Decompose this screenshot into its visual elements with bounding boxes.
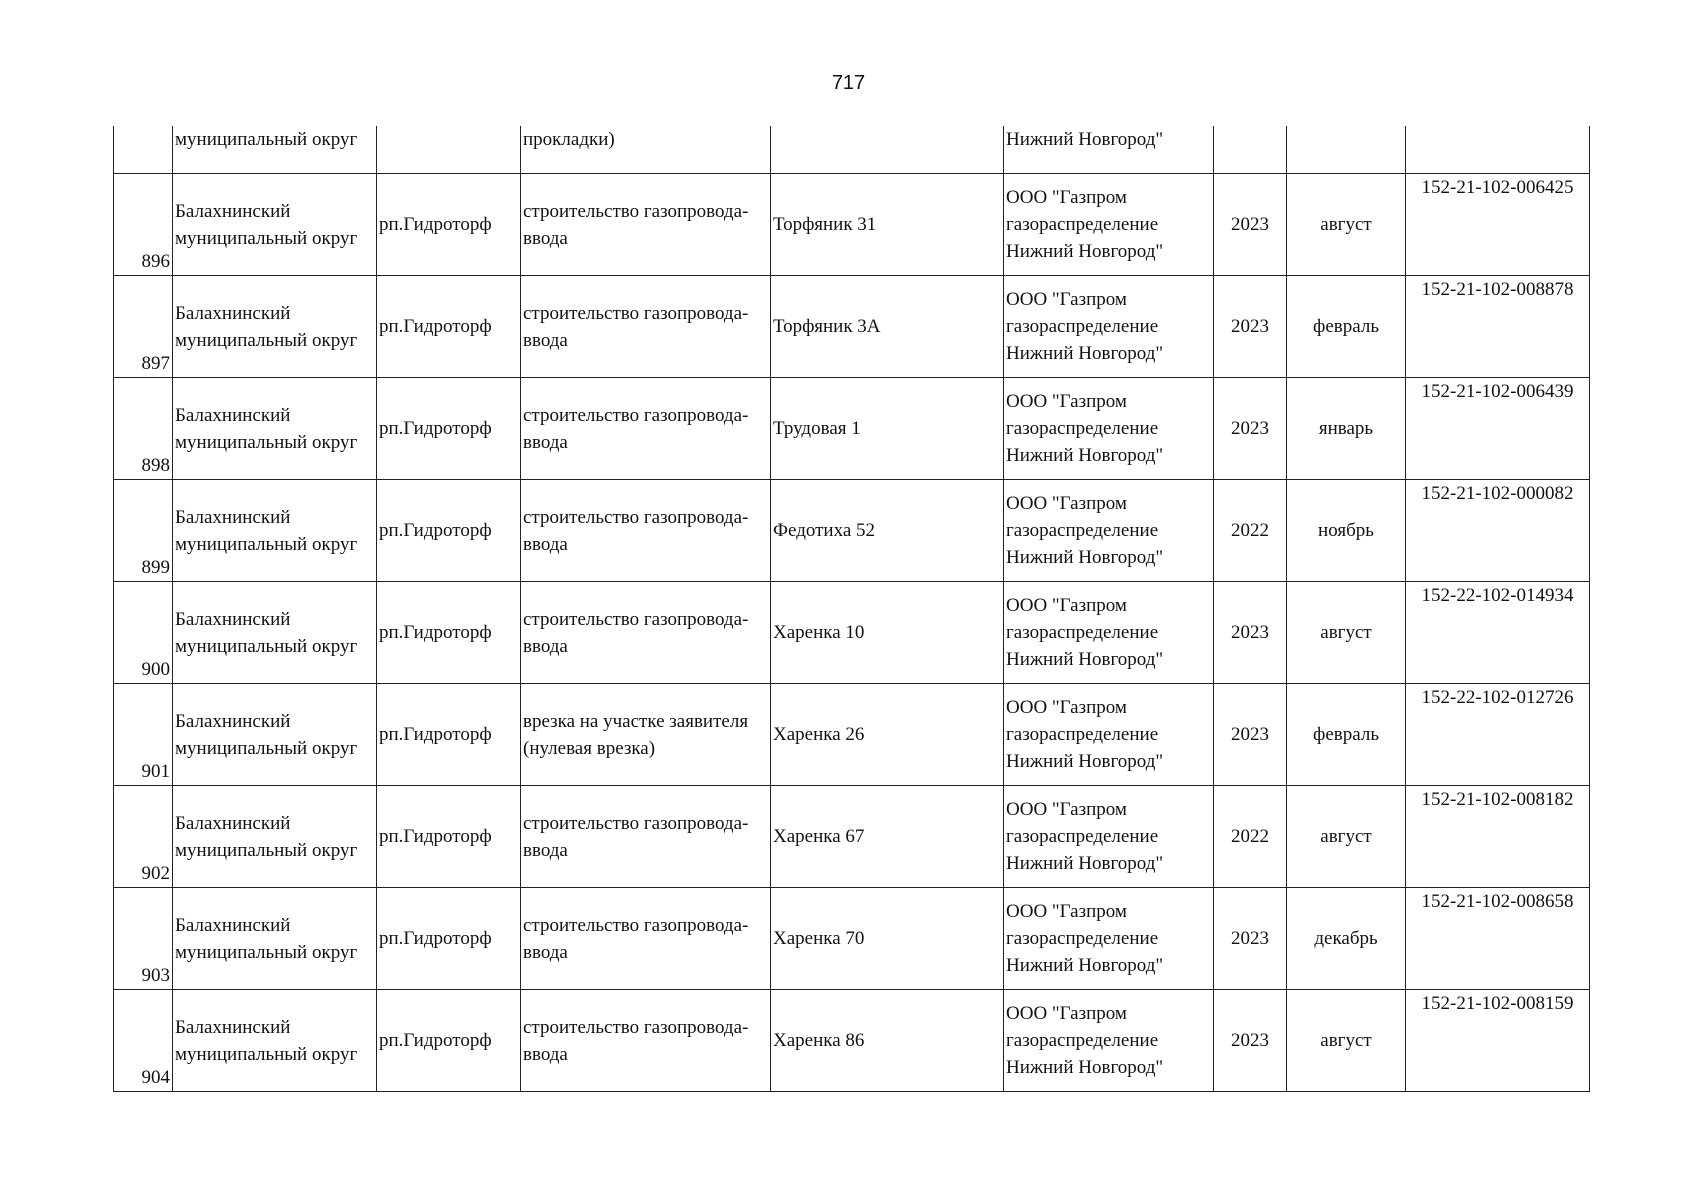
cell-text: ввода: [523, 431, 568, 453]
cell-text: ООО "Газпром: [1006, 697, 1127, 718]
cell-num: [114, 126, 173, 174]
cell-settlement: [377, 786, 521, 888]
cell-text: Нижний Новгород": [1006, 241, 1164, 262]
cell-org: [1004, 480, 1214, 582]
cell-text: строительство газопровода-: [523, 914, 749, 936]
cell-text: 900: [141, 659, 170, 680]
cell-month: [1287, 276, 1406, 378]
cell-text: газораспределение: [1006, 928, 1159, 949]
cell-text: 902: [141, 863, 170, 884]
cell-district: [173, 126, 377, 174]
table-row: [114, 480, 1590, 582]
cell-text: 152-21-102-006425: [1421, 177, 1574, 198]
cell-district: [173, 276, 377, 378]
cell-text: Балахнинский: [175, 914, 291, 936]
cell-text: строительство газопровода-: [523, 302, 749, 324]
cell-text: Нижний Новгород": [1006, 445, 1164, 466]
cell-settlement: [377, 126, 521, 174]
cell-address: [771, 126, 1004, 174]
page-number: 717: [831, 72, 866, 94]
cell-text: 152-21-102-008658: [1421, 891, 1574, 912]
table-row: [114, 888, 1590, 990]
cell-settlement: [377, 582, 521, 684]
cell-month: [1287, 480, 1406, 582]
cell-text: рп.Гидроторф: [379, 316, 492, 337]
cell-code: [1406, 684, 1590, 786]
cell-text: муниципальный округ: [175, 533, 358, 555]
cell-text: прокладки): [523, 129, 615, 150]
cell-text: 152-22-102-014934: [1421, 585, 1574, 606]
cell-text: Нижний Новгород": [1006, 129, 1164, 150]
cell-text: ООО "Газпром: [1006, 391, 1127, 412]
cell-code: [1406, 480, 1590, 582]
cell-text: (нулевая врезка): [523, 737, 656, 759]
cell-text: 896: [141, 251, 170, 272]
cell-text: газораспределение: [1006, 622, 1159, 643]
cell-text: муниципальный округ: [175, 329, 358, 351]
cell-settlement: [377, 888, 521, 990]
cell-text: 903: [141, 965, 170, 986]
cell-text: муниципальный округ: [175, 227, 358, 249]
cell-text: строительство газопровода-: [523, 812, 749, 834]
cell-org: [1004, 990, 1214, 1092]
cell-text: Торфяник 31: [773, 214, 877, 235]
cell-text: декабрь: [1314, 928, 1378, 949]
cell-text: февраль: [1313, 316, 1379, 337]
table-row: [114, 786, 1590, 888]
cell-text: Нижний Новгород": [1006, 751, 1164, 772]
cell-text: ООО "Газпром: [1006, 799, 1127, 820]
cell-text: Нижний Новгород": [1006, 649, 1164, 670]
cell-text: Балахнинский: [175, 404, 291, 426]
cell-text: Балахнинский: [175, 302, 291, 324]
cell-org: [1004, 786, 1214, 888]
cell-text: Харенка 26: [773, 724, 865, 745]
cell-text: 2023: [1231, 724, 1269, 745]
cell-month: [1287, 684, 1406, 786]
cell-org: [1004, 684, 1214, 786]
cell-text: 899: [141, 557, 170, 578]
row-number: [114, 684, 173, 786]
cell-text: ввода: [523, 941, 568, 963]
cell-settlement: [377, 378, 521, 480]
cell-text: 152-21-102-008159: [1421, 993, 1574, 1014]
cell-text: строительство газопровода-: [523, 506, 749, 528]
cell-year: [1214, 990, 1287, 1092]
cell-text: рп.Гидроторф: [379, 928, 492, 949]
cell-year: [1214, 480, 1287, 582]
cell-text: муниципальный округ: [175, 737, 358, 759]
cell-address: [771, 990, 1004, 1092]
cell-kind: [521, 480, 771, 582]
cell-text: 901: [141, 761, 170, 782]
cell-text: газораспределение: [1006, 316, 1159, 337]
table-row: [114, 990, 1590, 1092]
cell-text: муниципальный округ: [175, 129, 358, 150]
cell-text: муниципальный округ: [175, 941, 358, 963]
cell-text: ООО "Газпром: [1006, 289, 1127, 310]
cell-text: ввода: [523, 227, 568, 249]
cell-kind: [521, 126, 771, 174]
row-number: [114, 276, 173, 378]
cell-address: [771, 684, 1004, 786]
cell-text: муниципальный округ: [175, 431, 358, 453]
cell-text: 898: [141, 455, 170, 476]
table-row: [114, 174, 1590, 276]
cell-text: 2023: [1231, 928, 1269, 949]
cell-settlement: [377, 684, 521, 786]
row-number: [114, 174, 173, 276]
cell-settlement: [377, 480, 521, 582]
cell-kind: [521, 276, 771, 378]
cell-text: Харенка 67: [773, 826, 865, 847]
cell-year: [1214, 582, 1287, 684]
cell-text: 2023: [1231, 316, 1269, 337]
cell-text: рп.Гидроторф: [379, 724, 492, 745]
cell-address: [771, 276, 1004, 378]
cell-year: [1214, 276, 1287, 378]
cell-text: ввода: [523, 1043, 568, 1065]
cell-address: [771, 480, 1004, 582]
cell-district: [173, 786, 377, 888]
cell-org: [1004, 582, 1214, 684]
cell-text: Балахнинский: [175, 608, 291, 630]
cell-year: [1214, 684, 1287, 786]
cell-text: 152-21-102-008878: [1421, 279, 1574, 300]
cell-month: [1287, 888, 1406, 990]
cell-text: август: [1320, 214, 1372, 235]
cell-text: Балахнинский: [175, 812, 291, 834]
row-number: [114, 990, 173, 1092]
cell-code: [1406, 786, 1590, 888]
cell-org: [1004, 276, 1214, 378]
cell-code: [1406, 378, 1590, 480]
cell-district: [173, 684, 377, 786]
cell-text: август: [1320, 1030, 1372, 1051]
cell-code: [1406, 126, 1590, 174]
cell-kind: [521, 582, 771, 684]
cell-org: [1004, 378, 1214, 480]
cell-text: ввода: [523, 533, 568, 555]
cell-address: [771, 378, 1004, 480]
cell-text: август: [1320, 826, 1372, 847]
row-number: [114, 786, 173, 888]
cell-text: ввода: [523, 635, 568, 657]
cell-text: Балахнинский: [175, 200, 291, 222]
cell-text: 2023: [1231, 622, 1269, 643]
cell-district: [173, 480, 377, 582]
cell-text: строительство газопровода-: [523, 1016, 749, 1038]
cell-kind: [521, 888, 771, 990]
cell-kind: [521, 786, 771, 888]
cell-year: [1214, 126, 1287, 174]
cell-address: [771, 174, 1004, 276]
cell-text: Нижний Новгород": [1006, 955, 1164, 976]
cell-text: Нижний Новгород": [1006, 1057, 1164, 1078]
cell-text: 897: [141, 353, 170, 374]
cell-text: 152-22-102-012726: [1421, 687, 1574, 708]
cell-kind: [521, 174, 771, 276]
cell-text: 2023: [1231, 418, 1269, 439]
cell-text: газораспределение: [1006, 1030, 1159, 1051]
cell-address: [771, 786, 1004, 888]
cell-text: август: [1320, 622, 1372, 643]
cell-district: [173, 888, 377, 990]
table-row: [114, 582, 1590, 684]
cell-text: газораспределение: [1006, 418, 1159, 439]
cell-district: [173, 582, 377, 684]
cell-address: [771, 582, 1004, 684]
cell-text: 2022: [1231, 520, 1269, 541]
cell-text: ООО "Газпром: [1006, 1003, 1127, 1024]
cell-text: Нижний Новгород": [1006, 547, 1164, 568]
cell-text: Торфяник 3А: [773, 316, 881, 337]
cell-text: Харенка 70: [773, 928, 865, 949]
cell-org: [1004, 174, 1214, 276]
cell-code: [1406, 174, 1590, 276]
cell-text: январь: [1318, 418, 1374, 439]
cell-month: [1287, 582, 1406, 684]
cell-code: [1406, 888, 1590, 990]
cell-org: [1004, 126, 1214, 174]
cell-text: Харенка 10: [773, 622, 865, 643]
cell-address: [771, 888, 1004, 990]
cell-text: ввода: [523, 329, 568, 351]
cell-text: рп.Гидроторф: [379, 1030, 492, 1051]
cell-text: Нижний Новгород": [1006, 853, 1164, 874]
cell-text: ООО "Газпром: [1006, 187, 1127, 208]
cell-text: 2022: [1231, 826, 1269, 847]
cell-kind: [521, 378, 771, 480]
table-row: [114, 378, 1590, 480]
cell-text: газораспределение: [1006, 520, 1159, 541]
cell-district: [173, 378, 377, 480]
cell-text: врезка на участке заявителя: [523, 710, 749, 732]
cell-text: ноябрь: [1318, 520, 1374, 541]
cell-text: 152-21-102-008182: [1421, 789, 1574, 810]
cell-settlement: [377, 990, 521, 1092]
cell-text: 904: [141, 1067, 170, 1088]
row-number: [114, 582, 173, 684]
cell-text: муниципальный округ: [175, 1043, 358, 1065]
cell-text: газораспределение: [1006, 724, 1159, 745]
cell-settlement: [377, 276, 521, 378]
cell-text: строительство газопровода-: [523, 608, 749, 630]
row-number: [114, 888, 173, 990]
cell-text: муниципальный округ: [175, 635, 358, 657]
cell-month: [1287, 990, 1406, 1092]
cell-district: [173, 990, 377, 1092]
cell-text: газораспределение: [1006, 826, 1159, 847]
cell-text: ООО "Газпром: [1006, 493, 1127, 514]
cell-year: [1214, 174, 1287, 276]
cell-text: ООО "Газпром: [1006, 595, 1127, 616]
cell-text: Балахнинский: [175, 506, 291, 528]
cell-month: [1287, 378, 1406, 480]
cell-text: газораспределение: [1006, 214, 1159, 235]
cell-text: 2023: [1231, 214, 1269, 235]
row-number: [114, 480, 173, 582]
cell-year: [1214, 378, 1287, 480]
cell-text: рп.Гидроторф: [379, 826, 492, 847]
cell-settlement: [377, 174, 521, 276]
cell-text: 2023: [1231, 1030, 1269, 1051]
row-number: [114, 378, 173, 480]
cell-text: февраль: [1313, 724, 1379, 745]
cell-code: [1406, 582, 1590, 684]
continuation-row: [114, 126, 1590, 174]
cell-text: Харенка 86: [773, 1030, 865, 1051]
cell-org: [1004, 888, 1214, 990]
cell-text: Балахнинский: [175, 1016, 291, 1038]
cell-month: [1287, 174, 1406, 276]
cell-text: Нижний Новгород": [1006, 343, 1164, 364]
cell-year: [1214, 888, 1287, 990]
cell-code: [1406, 990, 1590, 1092]
cell-month: [1287, 126, 1406, 174]
cell-text: рп.Гидроторф: [379, 520, 492, 541]
cell-text: Трудовая 1: [773, 418, 861, 439]
table-row: [114, 684, 1590, 786]
cell-month: [1287, 786, 1406, 888]
table-row: [114, 276, 1590, 378]
cell-text: рп.Гидроторф: [379, 418, 492, 439]
cell-text: рп.Гидроторф: [379, 622, 492, 643]
cell-year: [1214, 786, 1287, 888]
cell-text: муниципальный округ: [175, 839, 358, 861]
cell-text: строительство газопровода-: [523, 200, 749, 222]
cell-kind: [521, 990, 771, 1092]
gasification-table: [113, 126, 1590, 1092]
cell-text: строительство газопровода-: [523, 404, 749, 426]
cell-text: ООО "Газпром: [1006, 901, 1127, 922]
cell-kind: [521, 684, 771, 786]
cell-code: [1406, 276, 1590, 378]
cell-text: рп.Гидроторф: [379, 214, 492, 235]
cell-text: 152-21-102-000082: [1421, 483, 1574, 504]
cell-district: [173, 174, 377, 276]
cell-text: ввода: [523, 839, 568, 861]
cell-text: Федотиха 52: [773, 520, 876, 541]
cell-text: Балахнинский: [175, 710, 291, 732]
cell-text: 152-21-102-006439: [1421, 381, 1574, 402]
